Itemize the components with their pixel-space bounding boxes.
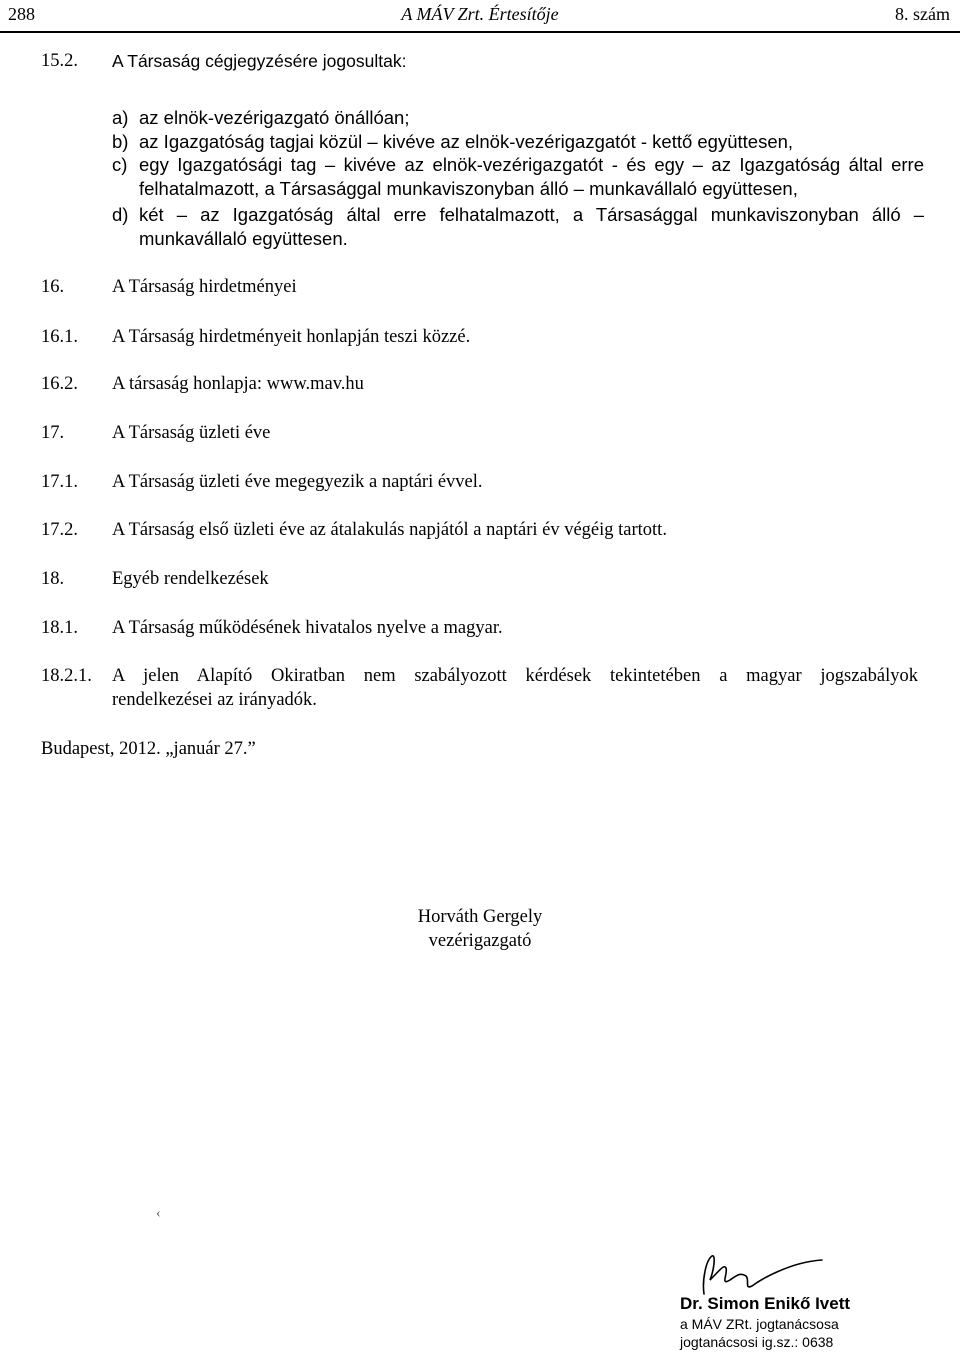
section-number-15-2: 15.2.: [41, 51, 78, 71]
section-number-17-1: 17.1.: [41, 472, 78, 492]
list-item-a: [112, 106, 924, 130]
countersign-registration: jogtanácsosi ig.sz.: 0638: [680, 1334, 834, 1350]
signatory-name: Horváth Gergely: [417, 907, 543, 927]
section-text-17-1: A Társaság üzleti éve megegyezik a naptári évvel.: [112, 472, 483, 492]
signatory-role: vezérigazgató: [428, 931, 532, 951]
section-number-18-2-1: 18.2.1.: [41, 666, 92, 686]
page-header: [0, 4, 960, 28]
section-heading-16: A Társaság hirdetményei: [112, 277, 297, 297]
handwritten-signature: [690, 1250, 830, 1300]
section-number-16-2: 16.2.: [41, 374, 78, 394]
list-item-b: [112, 130, 924, 154]
countersign-name: Dr. Simon Enikő Ivett: [680, 1294, 851, 1313]
section-number-18: 18.: [41, 569, 65, 589]
list-text: két – az Igazgatóság által erre felhatalmazott, a Társasággal munkaviszonyban álló –: [139, 204, 924, 225]
list-item-c: [112, 153, 924, 200]
list-text-continued: felhatalmazott, a Társasággal munkaviszonyban álló – munkavállaló együttesen,: [139, 177, 798, 199]
stray-mark: ‹: [156, 1206, 161, 1221]
list-text-continued: munkavállaló együttesen.: [139, 227, 348, 249]
section-number-16: 16.: [41, 277, 65, 297]
list-item-d: [112, 203, 924, 250]
issue-number: 8. szám: [895, 4, 950, 24]
countersign-title: a MÁV ZRt. jogtanácsosa: [680, 1316, 839, 1332]
list-label: d): [112, 204, 129, 225]
section-text-18-2-1-continued: rendelkezései az irányadók.: [112, 690, 317, 710]
list-label: b): [112, 130, 129, 152]
section-number-18-1: 18.1.: [41, 618, 78, 638]
list-label: c): [112, 154, 128, 175]
section-text-18-1: A Társaság működésének hivatalos nyelve a magyar.: [112, 618, 503, 638]
section-text-15-2: A Társaság cégjegyzésére jogosultak:: [112, 51, 407, 71]
header-rule: [0, 31, 960, 33]
section-number-17-2: 17.2.: [41, 520, 78, 540]
list-text: az Igazgatóság tagjai közül – kivéve az elnök-vezérigazgatót - kettő együttesen,: [139, 130, 794, 152]
section-text-17-2: A Társaság első üzleti éve az átalakulás napjától a naptári év végéig tartott.: [112, 520, 667, 540]
section-text-16-1: A Társaság hirdetményeit honlapján teszi közzé.: [112, 327, 471, 347]
section-text-16-2: A társaság honlapja: www.mav.hu: [112, 374, 364, 394]
section-heading-17: A Társaság üzleti éve: [112, 423, 271, 443]
list-text: egy Igazgatósági tag – kivéve az elnök-vezérigazgatót - és egy – az Igazgatóság által erre: [139, 154, 924, 175]
place-date: Budapest, 2012. „január 27.”: [41, 739, 256, 759]
signatory-list: [112, 106, 924, 250]
list-label: a): [112, 107, 129, 128]
publication-title: A MÁV Zrt. Értesítője: [401, 4, 559, 24]
page-number: 288: [8, 4, 35, 24]
section-number-16-1: 16.1.: [41, 327, 78, 347]
section-heading-18: Egyéb rendelkezések: [112, 569, 269, 589]
section-text-18-2-1: A jelen Alapító Okiratban nem szabályozott kérdések tekintetében a magyar jogszabályok: [112, 666, 918, 686]
section-number-17: 17.: [41, 423, 65, 443]
list-text: az elnök-vezérigazgató önállóan;: [139, 107, 410, 128]
